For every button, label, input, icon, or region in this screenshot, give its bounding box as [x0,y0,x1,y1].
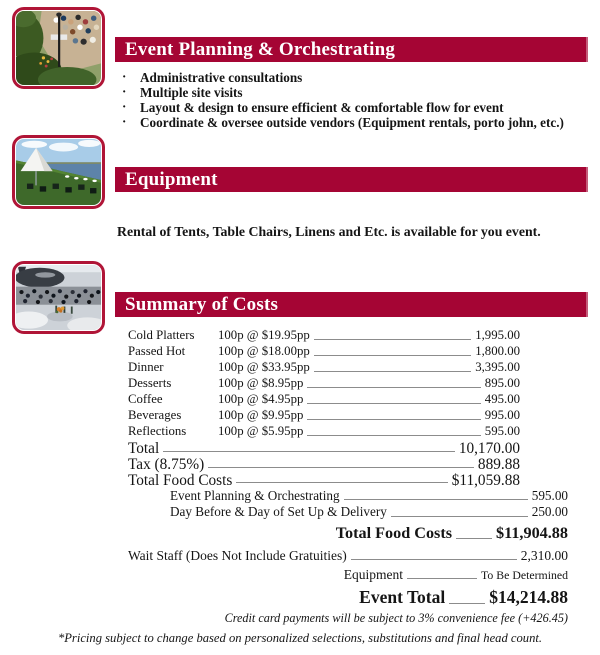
leader-line [163,450,455,452]
final-totals [128,548,568,626]
cost-row-reflections [128,424,520,440]
cost-row-desserts [128,376,520,392]
grand-food-total-row [170,524,568,543]
item-value: 495.00 [484,392,520,406]
item-qty: 100p @ $8.95pp [218,376,304,390]
item-qty: 100p @ $18.00pp [218,344,310,358]
banquet-event-photo [12,261,105,334]
addon-label: Event Planning & Orchestrating [170,488,340,503]
tax-row [128,456,520,472]
item-value: 1,800.00 [475,344,520,358]
total-food-costs-row [128,472,520,488]
credit-card-note: Credit card payments will be subject to 3% convenience fee (+426.45) [224,611,568,625]
total-value: 10,170.00 [458,440,520,457]
leader-line [314,338,471,340]
equipment-value: To Be Determined [481,568,568,582]
wait-staff-value: 2,310.00 [520,548,568,563]
leader-line [307,434,480,436]
item-qty: 100p @ $9.95pp [218,408,304,422]
bullet-text: Coordinate & oversee outside vendors (Equipment rentals, porto john, etc.) [140,115,564,131]
item-value: 3,395.00 [475,360,520,374]
addon-value: 250.00 [531,504,568,520]
item-qty: 100p @ $5.95pp [218,424,304,438]
cost-row-cold-platters [128,328,520,344]
bullet-text: Multiple site visits [140,85,243,101]
item-label: Coffee [128,392,163,406]
total-label: Total [128,440,160,457]
cost-row-coffee [128,392,520,408]
bullet-text: Layout & design to ensure efficient & comfortable flow for event [140,100,504,116]
leader-line [391,515,528,517]
addon-label: Day Before & Day of Set Up & Delivery [170,504,387,520]
item-label: Dinner [128,360,164,374]
leader-line [351,558,517,560]
total-food-label: Total Food Costs [128,471,233,489]
cost-row-beverages [128,408,520,424]
wait-staff-label: Wait Staff (Does Not Include Gratuities) [128,548,347,563]
banquet-event-illustration [16,265,101,330]
event-total-value: $14,214.88 [489,587,568,607]
cost-row-passed-hot [128,344,520,360]
event-total-label: Event Total [359,587,446,607]
bullet-item [116,85,568,100]
section-header-equipment [115,167,588,192]
leader-line [314,354,471,356]
wait-staff-row [128,548,568,564]
bullet-item [116,70,568,85]
leader-line [314,370,471,372]
bullet-icon: · [122,114,127,130]
leader-line [307,402,480,404]
cost-row-dinner [128,360,520,376]
bullet-text: Administrative consultations [140,70,303,85]
grand-food-value: $11,904.88 [496,523,568,542]
item-label: Desserts [128,376,172,390]
leader-line [344,498,528,500]
section-header-summary [115,292,588,317]
leader-line [307,386,480,388]
total-row [128,440,520,456]
section-title-equipment: Equipment [125,169,218,190]
section-header-event-planning [115,37,588,62]
tax-label: Tax (8.75%) [128,455,205,473]
grand-food-label: Total Food Costs [335,523,453,542]
item-qty: 100p @ $4.95pp [218,392,304,406]
bullet-item [116,100,568,115]
item-label: Passed Hot [128,344,186,358]
equipment-note: Rental of Tents, Table Chairs, Linens and Etc. is available for you event. [117,224,541,239]
leader-line [236,481,447,483]
addon-table [170,488,568,543]
item-label: Cold Platters [128,328,195,342]
waterfront-tent-illustration [16,139,101,205]
garden-party-photo [12,7,105,89]
item-label: Beverages [128,408,182,422]
equipment-row [128,567,568,583]
leader-line [449,602,485,604]
pricing-disclaimer: *Pricing subject to change based on personalized selections, substitutions and final head count. [57,631,543,645]
item-qty: 100p @ $33.95pp [218,360,310,374]
bullet-icon: · [122,99,127,115]
leader-line [407,577,477,579]
section-title-event-planning: Event Planning & Orchestrating [125,39,396,60]
item-value: 1,995.00 [475,328,520,342]
leader-line [456,537,492,539]
item-label: Reflections [128,424,187,438]
item-value: 995.00 [484,408,520,422]
item-value: 895.00 [484,376,520,390]
bullet-icon: · [122,69,127,84]
leader-line [208,466,474,468]
addon-row-setup-delivery [170,504,568,520]
leader-line [307,418,480,420]
addon-row-planning [170,488,568,504]
cost-table [128,328,520,487]
section-title-summary: Summary of Costs [125,294,279,315]
addon-value: 595.00 [531,488,568,503]
item-qty: 100p @ $19.95pp [218,328,310,342]
planning-bullet-list [116,70,568,130]
equipment-label: Equipment [343,567,404,582]
waterfront-tent-photo [12,135,105,209]
garden-party-illustration [16,11,101,85]
total-food-value: $11,059.88 [451,471,520,489]
event-total-row [128,587,568,608]
item-value: 595.00 [484,424,520,438]
tax-value: 889.88 [477,455,520,473]
bullet-icon: · [122,84,127,100]
bullet-item [116,115,568,130]
